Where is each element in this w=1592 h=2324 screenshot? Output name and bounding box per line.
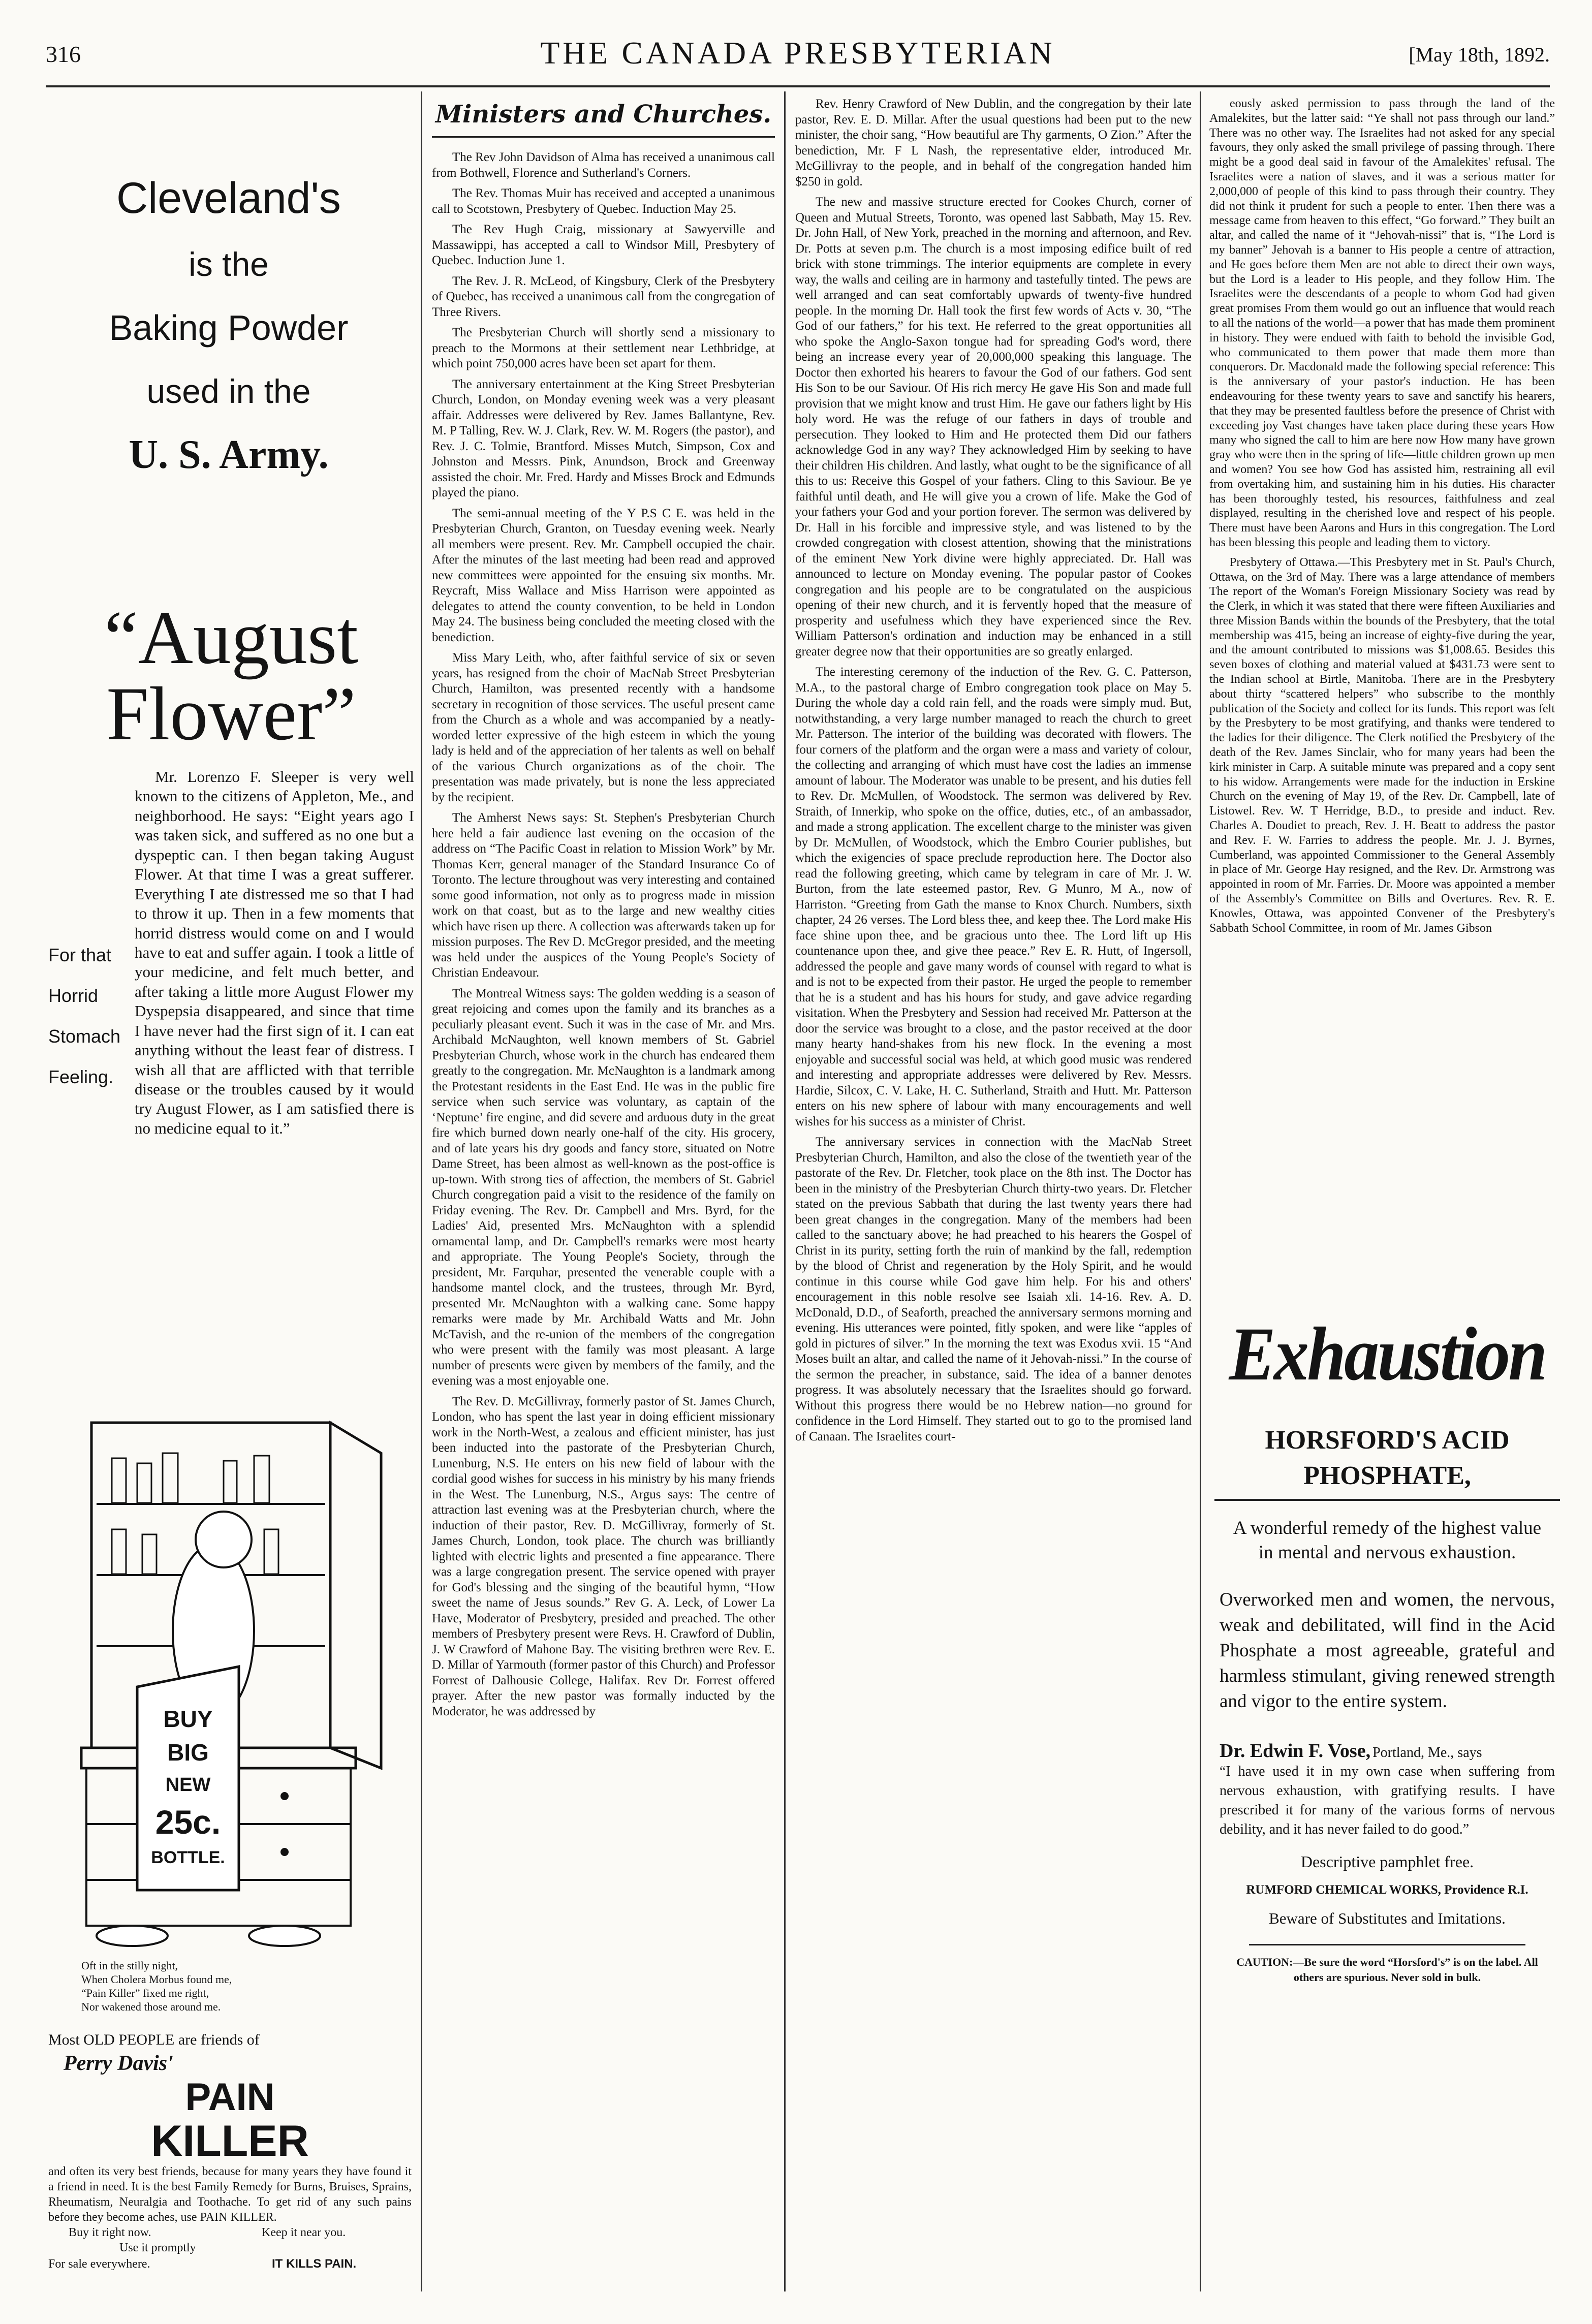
painkiller-footer-2: Keep it near you. — [262, 2226, 346, 2239]
august-flower-title-2: Flower” — [106, 672, 356, 756]
cleveland-army: U. S. Army. — [129, 432, 329, 477]
painkiller-name-1: PAIN — [185, 2076, 275, 2119]
column-4 — [1209, 97, 1555, 1265]
august-flower-ad — [48, 595, 414, 1412]
heading-rule — [432, 136, 775, 138]
painkiller-footer-5: IT KILLS PAIN. — [272, 2257, 357, 2271]
horsford-rule — [1214, 1499, 1560, 1501]
page-number: 316 — [46, 41, 81, 67]
poem-line-4: Nor wakened those around me. — [81, 2000, 221, 2013]
article-paragraph: The anniversary entertainment at the King Street Presbyterian Church, London, on Monday evening week was a very pleasant affair. Addresses were delivered by Rev. James Ballantyne, Rev. M. P Talling, Rev. W. J. Clark, Rev. W. M. Rogers (the pastor), and Rev. J. C. Tolmie, Brantford. Misses Mutch, Simpson, Cox and Johnston and Messrs. Pink, Anundson, Brock and Greenway assisted the choir. Mr. Fred. Hardy and Misses Brock and Edmunds played the piano. — [432, 377, 775, 499]
column-3 — [795, 97, 1192, 2312]
doctor-quote: “I have used it in my own case when suffering from nervous exhaustion, with gratifying results. I have prescribed it for many of the various forms of nervous debility, and it has never failed to do good.” — [1220, 1764, 1555, 1837]
issue-date: [May 18th, 1892. — [1409, 43, 1550, 66]
column-rule-3 — [1200, 91, 1201, 2291]
sidebar-line-4: Feeling. — [48, 1066, 114, 1087]
bottle-big: BIG — [167, 1739, 209, 1766]
painkiller-name-2: KILLER — [151, 2117, 309, 2165]
painkiller-footer-4: For sale everywhere. — [48, 2257, 150, 2271]
caution-rule — [1249, 1944, 1525, 1945]
horsford-product-name: HORSFORD'S ACID PHOSPHATE, — [1265, 1426, 1510, 1490]
bottle-new: NEW — [165, 1774, 211, 1796]
page-header — [46, 36, 1550, 81]
column-2 — [432, 97, 775, 2312]
cleveland-line2: is the — [189, 245, 269, 283]
horsford-beware: Beware of Substitutes and Imitations. — [1269, 1909, 1506, 1927]
article-paragraph: Presbytery of Ottawa.—This Presbytery met in St. Paul's Church, Ottawa, on the 3rd of May. There was a large attendance of members The report of the Woman's Foreign Missionary Society was read by the Clerk, in which it was stated that there were fifteen Auxiliaries and three Mission Bands within the bounds of the Presbytery, that the total membership was 415, being an increase of eighty-five during the year, and the amount contributed to missions was $1,008.65. Besides this seven boxes of clothing and material valued at $431.73 were sent to the Indian school at Birtle, Manitoba. There are in the Presbytery about thirty “scattered helpers” who subscribe to the monthly publication of the Society and collect for its funds. This report was felt by the Presbytery to be most gratifying, and thanks were tendered to the ladies for their diligence. The Clerk notified the Presbytery of the death of the Rev. James Sinclair, who for many years had been the kirk minister in Carp. A suitable minute was prepared and a copy sent to his widow. Arrangements were made for the induction in Erskine Church on the evening of May 19, of the Rev. Dr. Campbell, late of Listowel. Rev. W. T Herridge, B.D., to preside and induct. Rev. Charles A. Doudiet to preach, Rev. J. H. Beatt to address the pastor and Rev. F. W. Farries to address the people. Mr. J. J. Byrnes, Cumberland, was appointed Commissioner to the General Assembly in place of Mr. George Hay resigned, and the Rev. Dr. Armstrong was appointed in room of Mr. Farries. Dr. Moore was appointed a member of the Assembly's Committee on Bills and Overtures. Rev. R. E. Knowles, Ottawa, was appointed Convener of the Presbytery's Sabbath School Committee, in room of Mr. James Gibson — [1209, 555, 1555, 935]
article-paragraph: Rev. Henry Crawford of New Dublin, and the congregation by their late pastor, Rev. E. D. Millar. After the usual questions had been put to the new minister, the choir sang, “How beautiful are Thy garments, O Zion.” After the benediction, Mr. F L Nash, the representative elder, introduced Mr. McGillivray to the people, and in behalf of the congregation handed him $250 in gold. — [795, 97, 1192, 189]
article-paragraph: The Rev. D. McGillivray, formerly pastor of St. James Church, London, who has spent the last year in doing efficient missionary work in the North-West, a zealous and efficient minister, has just been inducted into the pastorate of the Presbyterian Church, Lunenburg, N.S. He enters on his new field of labour with the cordial good wishes for success in his ministry by his many friends in the West. The Lunenburg, N.S., Argus says: The centre of attraction last evening was at the Presbyterian church, where the induction of their pastor, Rev. D. McGillivray, formerly of St. James Church, London, took place. The church was brilliantly lighted with electric lights and presented a fine appearance. There was a large congregation present. The service opened with prayer for God's blessing and the singing of the beautiful hymn, “How sweet the name of Jesus sounds.” Rev G. A. Leck, of Lower La Have, Moderator of Presbytery, presided and preached. The other members of Presbytery present were Revs. H. Crawford of Dublin, J. W Crawford of Mahone Bay. The visiting brethren were Rev. E. D. Millar of Yarmouth (former pastor of this Church) and Professor Forrest of Dalhousie College, Halifax. Rev Dr. Forrest offered prayer. After the new pastor was formally inducted by the Moderator, he was addressed by — [432, 1394, 775, 1718]
painkiller-intro: Most OLD PEOPLE are friends of — [48, 2031, 260, 2048]
doctor-name: Dr. Edwin F. Vose, — [1220, 1740, 1371, 1762]
article-paragraph: The Montreal Witness says: The golden wedding is a season of great rejoicing and comes upon the family and its branches as a peculiarly pleasant event. Such it was in the case of Mr. and Mrs. Archibald McNaughton, well known members of St. Gabriel Presbyterian Church, whose work in the church has endeared them greatly to the congregation. Mr. McNaughton is a landmark among the Protestant residents in the East End. He was in the public fire service when such service was voluntary, as captain of the ‘Neptune’ fire engine, and did severe and arduous duty in the great fire which burned down nearly one-half of the city. His grocery, and of late years his dry goods and fancy store, situated on Notre Dame Street, has been almost as well-known as the post-office is up-town. With strong ties of affection, the members of St. Gabriel Church congregation paid a visit to the residence of the family on Friday evening. The Rev. Dr. Campbell and Mrs. Byrd, for the Ladies' Aid, presented Mrs. McNaughton with a splendid ornamental lamp, and Dr. Campbell's remarks were most hearty and appropriate. The Young People's Society, through the president, Mr. Farquhar, presented the venerable couple with a handsome mantel clock, and the trustees, through Mr. Byrd, presented Mr. McNaughton with a walking cane. Some happy remarks were made by Mr. Archibald Watts and Mr. John McTavish, and the re-union of the members of the congregation who were present with the family was most pleasant. A large number of presents were given by members of the family, and the evening was a most enjoyable one. — [432, 986, 775, 1388]
poem-line-2: When Cholera Morbus found me, — [81, 1973, 232, 1986]
painkiller-footer-3: Use it promptly — [119, 2241, 196, 2254]
newspaper-title: THE CANADA PRESBYTERIAN — [540, 36, 1055, 71]
sidebar-line-1: For that — [48, 945, 112, 965]
article-paragraph: eously asked permission to pass through the land of the Amalekites, but the latter said: “Ye shall not pass through our land.” There was no other way. The Israelites had not asked for any special favours, they only asked the small privilege of passing through. There might be a good deal said in favour of the Amalekites' refusal. The Israelites were a nation of slaves, and it was a serious matter for 2,000,000 of people of this kind to pass through their country. They did not think it prudent for such a people to enter. Then there was a message came from heaven to this effect, “Go forward.” They built an altar, and called the name of it “Jehovah-nissi” that is, “The Lord is my banner” Jehovah is a banner to His people a centre of attraction, and He goes before them Men are not able to direct their own ways, but the Lord is a leader to His people, and they follow Him. The Israelites were the descendants of a people to whom God had given great promises From them would go out an influence that would reach to all the nations of the world—a power that has made them prominent in history. They were endued with faith to behold the invisible God, who communicated to them power that made them more than conquerors. Dr. Macdonald made the following special reference: This is the anniversary of your pastor's induction. He has been endeavouring for these twenty years to save and sanctify his hearers, that they may be presented faultless before the presence of Christ with exceeding joy Vast changes have taken place during these years How many who signed the call to him are here now How many have grown gray who were then in the spring of life—little children grown up men and women? You see how God has assisted him, restraining all evil from overtaking him, and sustaining him in his duties. His character has been thoroughly tested, his resources, faithfulness and zeal displayed, resulting in the cherished love and respect of his people. There must have been Aarons and Hurs in this congregation. The Lord has been blessing this people and leading them to victory. — [1209, 97, 1555, 549]
cleveland-line4: used in the — [146, 372, 311, 410]
painkiller-body: and often its very best friends, because for many years they have found it a friend in need. It is the best Family Remedy for Burns, Bruises, Sprains, Rheumatism, Neuralgia and Toothache. To get rid of any such pains before they become aches, use PAIN KILLER. — [48, 2165, 412, 2224]
painkiller-poem — [81, 1959, 407, 2014]
horrid-stomach-sidebar — [48, 935, 135, 1097]
bottle-buy: BUY — [163, 1706, 213, 1732]
column-4-articles — [1209, 97, 1555, 935]
article-paragraph: The anniversary services in connection with the MacNab Street Presbyterian Church, Hamilton, and also the close of the twentieth year of the pastorate of the Rev. Dr. Fletcher, took place on the 8th inst. The Doctor has been in the ministry of the Presbyterian Church thirty-two years. Dr. Fletcher stated on the previous Sabbath that during the last twenty years there had been great changes in the congregation. Many of the members had been called to the sanctuary above; he had preached to his hearers the Gospel of Christ in its purity, setting forth the ruin of mankind by the fall, redemption by the blood of Christ and regeneration by the Holy Spirit, and he would continue in this course while God gave him help. For his and others' encouragement in this noble resolve see Isaiah xli. 14-16. Rev. A. D. McDonald, D.D., of Seaforth, preached the anniversary sermons morning and evening. His utterances were pointed, fitly spoken, and were like “apples of gold in pictures of silver.” In the morning the text was Exodus xvii. 15 “And Moses built an altar, and called the name of it Jehovah-nissi.” In the course of the sermon the preacher, in substance, said. The idea of a banner denotes progress. It was absolutely necessary that the Israelites should go forward. Without this progress there would be no Hebrew nation—no ground for confidence in the Lord Himself. They started out to go to the promised land of Canaan. The Israelites court- — [795, 1135, 1192, 1443]
horsford-ad — [1214, 1306, 1560, 2312]
article-paragraph: The Rev. J. R. McLeod, of Kingsbury, Clerk of the Presbytery of Quebec, has received a unanimous call from the congregation of Three Rivers. — [432, 274, 775, 319]
horsford-description: Overworked men and women, the nervous, weak and debilitated, will find in the Acid Phosphate a most agreeable, grateful and harmless stimulant, giving renewed strength and vigor to the entire system. — [1220, 1589, 1555, 1712]
article-paragraph: The Rev. Thomas Muir has received and accepted a unanimous call to Scotstown, Presbytery of Quebec. Induction May 25. — [432, 186, 775, 216]
column-2-articles — [432, 150, 775, 1719]
article-paragraph: The interesting ceremony of the induction of the Rev. G. C. Patterson, M.A., to the pastoral charge of Embro congregation took place on May 5. During the whole day a cold rain fell, and the roads were simply mud. But, notwithstanding, a very large number managed to reach the church to greet Mr. Patterson. The interior of the building was decorated with flowers. The four corners of the platform and the organ were a mass and variety of colour, the collecting and arranging of which must have cost the ladies an immense amount of labour. The Moderator was unable to be present, and his duties fell to Rev. Dr. McMullen, of Woodstock. The sermon was delivered by Rev. Straith, of Innerkip, who spoke on the office, duties, etc., of an ambassador, and made a strong application. The excellent charge to the minister was given by Dr. McMullen, of Woodstock, which the Embro Courier publishes, but which the exigencies of space preclude reproduction here. The Doctor also read the following greeting, which came by telegram in care of Mr. J. W. Burton, from the late esteemed pastor, Rev. G Munro, M A., now of Harriston. “Greeting from Gath the manse to Knox Church. Numbers, sixth chapter, 24 26 verses. The Lord bless thee, and keep thee. The Lord make His face shine upon thee, and be gracious unto thee. The Lord lift up His countenance upon thee, and give thee peace.” Rev E. R. Hutt, of Ingersoll, addressed the people and gave many words of counsel with regard to what is and is not to be expected from their pastor. He urged the people to remember that he is a student and has his hours for study, and gave advice regarding visitation. When the Presbytery and Session had received Mr. Patterson at the door the service was brought to a close, and the pastor received at the door many hearty hand-shakes from his new flock. In the evening a most enjoyable and successful social was held, at which good music was rendered and interesting and appropriate addresses were delivered by Rev. Messrs. Hardie, Silcox, C. V. Lake, H. C. Sutherland, Straith and Hutt. Mr. Patterson enters on his new sphere of labour with many encouragements and well wishes for his success as a minister of Christ. — [795, 665, 1192, 1128]
poem-line-3: “Pain Killer” fixed me right, — [81, 1987, 209, 1999]
painkiller-brand: Perry Davis' — [64, 2052, 173, 2075]
horsford-tagline: A wonderful remedy of the highest value in mental and nervous exhaustion. — [1233, 1518, 1542, 1563]
cleveland-name: Cleveland's — [116, 174, 341, 223]
article-paragraph: The semi-annual meeting of the Y P.S C E. was held in the Presbyterian Church, Granton, on Tuesday evening week. Nearly all members were present. Rev. Mr. Campbell occupied the chair. After the minutes of the last meeting had been read and approved new committees were appointed for the ensuing six months. Mr. Reycraft, Miss Wallace and Miss Harrison were appointed as delegates to attend the county convention, to be held in London May 24. The business being concluded the meeting closed with the benediction. — [432, 506, 775, 644]
august-flower-testimonial: Mr. Lorenzo F. Sleeper is very well known to the citizens of Appleton, Me., and neighborhood. He says: “Eight years ago I was taken sick, and suffered as no one but a dyspeptic can. I then began taking August Flower. At that time I was a great sufferer. Everything I ate distressed me so that I had to throw it up. Then in a few moments that horrid distress would come on and I would have to eat and suffer again. I took a little of your medicine, and felt much better, and after taking a little more August Flower my Dyspepsia disappeared, and since that time I have never had the first sign of it. I can eat anything without the least fear of distress. I wish all that are afflicted with that terrible disease or the troubles caused by it would try August Flower, as I am satisfied there is no medicine equal to it.” — [135, 768, 414, 1137]
article-paragraph: The Rev John Davidson of Alma has received a unanimous call from Bothwell, Florence and Sutherland's Corners. — [432, 150, 775, 180]
column-rule-2 — [784, 91, 786, 2291]
sidebar-line-3: Stomach — [48, 1026, 121, 1047]
column-rule-1 — [421, 91, 422, 2291]
article-paragraph: The Rev Hugh Craig, missionary at Sawyerville and Massawippi, has accepted a call to Windsor Mill, Presbytery of Quebec. Induction June 1. — [432, 223, 775, 267]
august-flower-title-1: “August — [104, 595, 358, 680]
sidebar-line-2: Horrid — [48, 985, 99, 1006]
article-paragraph: Miss Mary Leith, who, after faithful service of six or seven years, has resigned from the choir of MacNab Street Presbyterian Church, Hamilton, was presented recently with a handsome secretary in recognition of those services. The useful present came from the Church as a whole and was accompanied by a neatly-worded letter expressive of the high esteem in which the young lady is held and of the appreciation of her talents as well on behalf of the various Church organizations as of the choir. The presentation was made privately, but is none the less appreciated by the recipient. — [432, 651, 775, 804]
poem-line-1: Oft in the stilly night, — [81, 1959, 178, 1972]
horsford-caution: CAUTION:—Be sure the word “Horsford's” is on the label. All others are spurious. Never sold in bulk. — [1236, 1956, 1538, 1984]
article-paragraph: The new and massive structure erected for Cookes Church, corner of Queen and Mutual Streets, Toronto, was opened last Sabbath, May 15. Rev. Dr. John Hall, of New York, preached in the morning and afternoon, and Rev. Dr. Potts at seven p.m. The church is a most imposing edifice built of red brick with stone trimmings. The interior equipments are complete in every way, the walls and ceiling are in harmony and tastefully tinted. The pews are well arranged and can seat comfortably upwards of twenty-five hundred people. In the morning Dr. Hall took the first few words of Acts v. 30, “The God of our fathers,” for his text. He referred to the great opportunities all who spoke the Anglo-Saxon tongue had for spreading God's word, there being an increase every year of 20,000,000 speaking this language. The Doctor then exhorted his hearers to favour the God of our fathers. God sent His Son to be our Saviour. Of His rich mercy He gave His Son and made full provision that we might know and trust Him. He gave our fathers light by His holy word. He was the refuge of our fathers in days of trouble and persecution. They looked to Him and He protected them Did our fathers acknowledge God in any way? They acknowledged Him by seeking to have their children His children. And lastly, what ought to be the significance of all this to us: Receive this Gospel of your fathers. Cling to this Saviour. Be ye faithful until death, and He will give you a crown of life. Make the God of your fathers your God and your portion forever. The sermon was delivered by Dr. Hall in his forcible and impressive style, and was listened to by the crowded congregation with closest attention, showing that the ministrations of the eminent New York divine were highly appreciated. Dr. Hall was announced to lecture on Monday evening. The popular pastor of Cookes congregation and his people are to be congratulated on the auspicious opening of their new church, and it is fervently hoped that the measure of prosperity and usefulness which they have experienced since the Rev. William Patterson's ordination and induction may be enhanced in a still greater degree now that their opportunities are so greatly enlarged. — [795, 195, 1192, 658]
horsford-pamphlet: Descriptive pamphlet free. — [1300, 1852, 1474, 1871]
painkiller-footer-1: Buy it right now. — [69, 2226, 151, 2239]
column-3-articles — [795, 97, 1192, 1444]
painkiller-illustration — [71, 1402, 396, 1951]
cleveland-ad — [51, 163, 407, 518]
exhaustion-headline: Exhaustion — [1229, 1312, 1546, 1396]
horsford-maker: RUMFORD CHEMICAL WORKS, Providence R.I. — [1246, 1883, 1528, 1897]
article-paragraph: The Presbyterian Church will shortly send a missionary to preach to the Mormons at their settlement near Lethbridge, at which point 750,000 acres have been set apart for them. — [432, 326, 775, 370]
bottle-size: BOTTLE. — [151, 1848, 225, 1867]
cleveland-product: Baking Powder — [109, 308, 349, 348]
bottle-price: 25c. — [155, 1803, 221, 1841]
doctor-place: Portland, Me., says — [1372, 1745, 1482, 1761]
article-paragraph: The Amherst News says: St. Stephen's Presbyterian Church here held a fair audience last evening on the occasion of the address on “The Pacific Coast in relation to Mission Work” by Mr. Thomas Kerr, general manager of the Standard Insurance Co of Toronto. The lecture throughout was very interesting and contained some good information, not only as to progress made in mission work on that coast, but as to the large and new wealthy cities which have risen up there. A collection was afterwards taken up for mission purposes. The Rev D. McGregor presided, and the meeting was held under the auspices of the Young People's Society of Christian Endeavour. — [432, 811, 775, 980]
painkiller-bottle-label — [137, 1702, 239, 1872]
section-heading: Ministers and Churches. — [435, 100, 772, 129]
horsford-testimonial — [1214, 1740, 1560, 1839]
painkiller-ad — [48, 2030, 412, 2314]
header-rule — [46, 85, 1550, 87]
